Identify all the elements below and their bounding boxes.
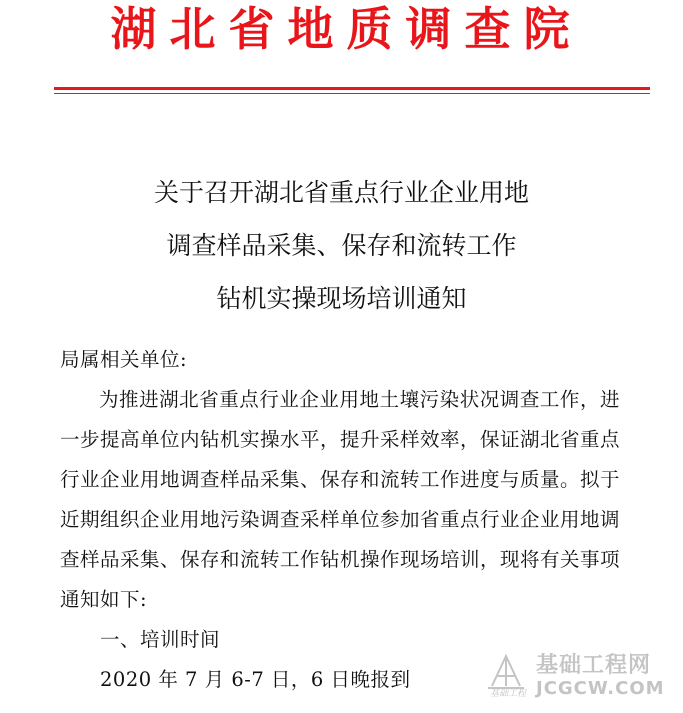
document-title	[0, 166, 683, 325]
salutation: 局属相关单位:	[60, 348, 188, 371]
title-line-3: 钻机实操现场培训通知	[216, 284, 467, 313]
training-time-text: 2020 年 7 月 6-7 日，6 日晚报到	[100, 668, 411, 691]
title-line-2: 调查样品采集、保存和流转工作	[166, 231, 517, 260]
title-line-1: 关于召开湖北省重点行业企业用地	[153, 178, 529, 207]
watermark	[486, 648, 676, 708]
watermark-cn-text: 基础工程网	[536, 653, 652, 678]
document-body	[60, 340, 620, 700]
watermark-en-text: JCGCW.COM	[536, 678, 665, 699]
watermark-small-text: 基础工程	[490, 689, 527, 699]
masthead-rule-thick	[54, 87, 650, 90]
masthead-org-name: 湖北省地质调查院	[110, 2, 583, 56]
section-heading-training-time: 一、培训时间	[100, 628, 221, 651]
body-paragraph: 为推进湖北省重点行业企业用地土壤污染状况调查工作，进一步提高单位内钻机实操水平，提升采样效率，保证湖北省重点行业企业用地调查样品采集、保存和流转工作进度与质量。拟于近期组织企业用地污染调查采样单位参加省重点行业企业用地调查样品采集、保存和流转工作钻机操作现场培训，现将有关事项通知如下:	[60, 388, 621, 611]
masthead-rule-thin	[54, 93, 650, 94]
